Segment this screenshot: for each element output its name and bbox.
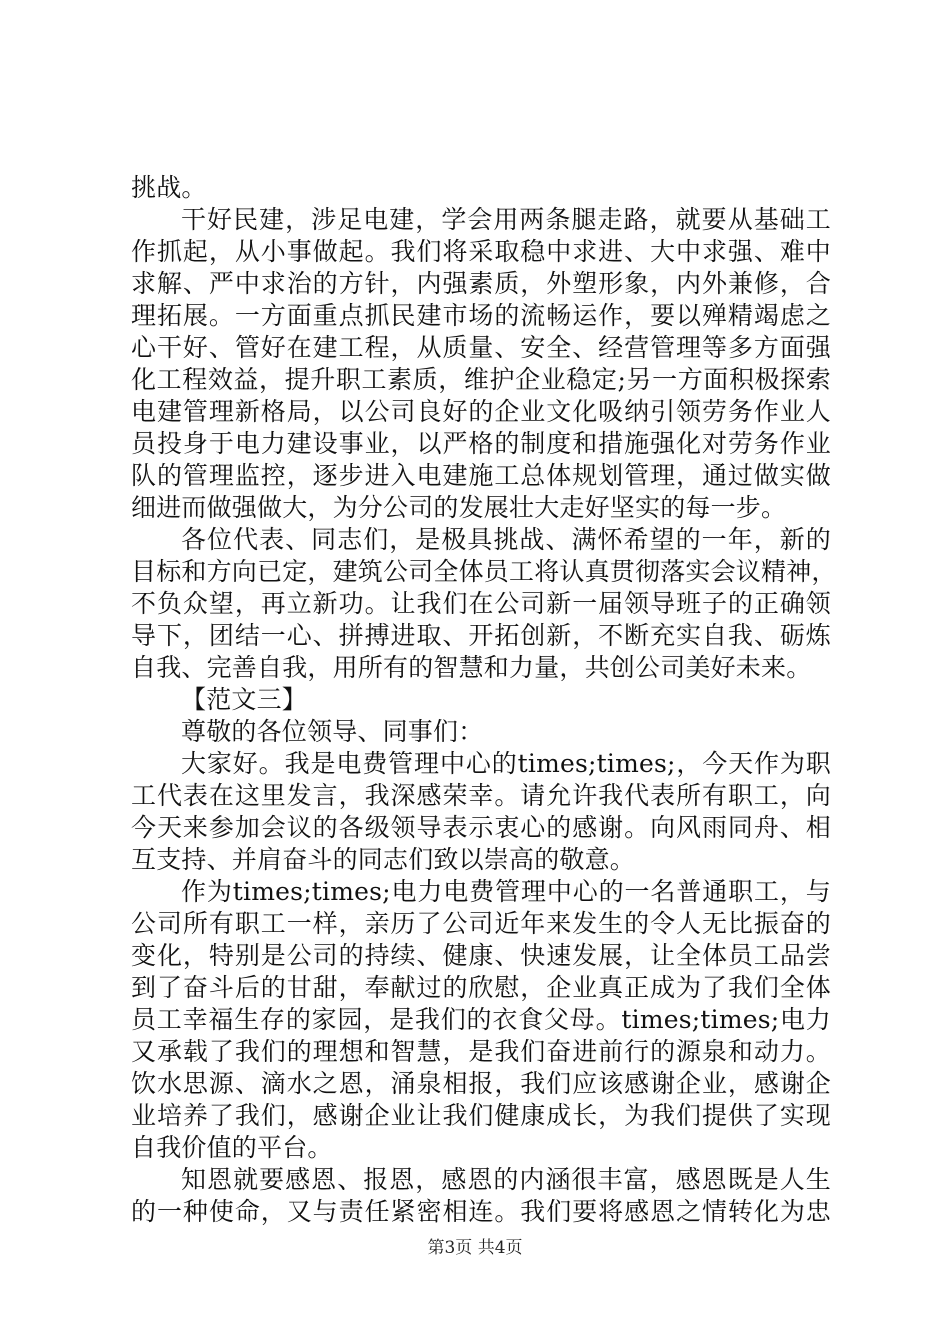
- text-line: 【范文三】: [181, 685, 308, 714]
- page-number: 第3页 共4页: [427, 1238, 523, 1258]
- text-line: 饮水思源、滴水之恩，涌泉相报，我们应该感谢企业，感谢企: [131, 1069, 831, 1098]
- text-line: 到了奋斗后的甘甜，奉献过的欣慰，企业真正成为了我们全体: [131, 973, 831, 1002]
- text-line: 求解、严中求治的方针，内强素质，外塑形象，内外兼修，合: [131, 269, 831, 298]
- text-line: 挑战。: [131, 173, 207, 202]
- text-line: 工代表在这里发言，我深感荣幸。请允许我代表所有职工，向: [131, 781, 831, 810]
- text-line: 化工程效益，提升职工素质，维护企业稳定;另一方面积极探索: [131, 365, 831, 394]
- text-line: 今天来参加会议的各级领导表示衷心的感谢。向风雨同舟、相: [131, 813, 831, 842]
- text-line: 员投身于电力建设事业，以严格的制度和措施强化对劳务作业: [131, 429, 831, 458]
- text-line: 各位代表、同志们，是极具挑战、满怀希望的一年，新的: [181, 525, 831, 554]
- text-line: 变化，特别是公司的持续、健康、快速发展，让全体员工品尝: [131, 941, 831, 970]
- document-body: [131, 172, 837, 1228]
- text-line: 细进而做强做大，为分公司的发展壮大走好坚实的每一步。: [131, 493, 787, 522]
- text-line: 目标和方向已定，建筑公司全体员工将认真贯彻落实会议精神，: [131, 557, 837, 586]
- text-line: 不负众望，再立新功。让我们在公司新一届领导班子的正确领: [131, 589, 831, 618]
- text-line: 作为times;times;电力电费管理中心的一名普通职工，与: [181, 877, 831, 906]
- page-footer: [0, 1238, 950, 1258]
- text-line: 业培养了我们，感谢企业让我们健康成长，为我们提供了实现: [131, 1101, 831, 1130]
- text-line: 电建管理新格局，以公司良好的企业文化吸纳引领劳务作业人: [131, 397, 831, 426]
- text-line: 尊敬的各位领导、同事们：: [181, 717, 484, 746]
- text-line: 的一种使命，又与责任紧密相连。我们要将感恩之情转化为忠: [131, 1197, 831, 1226]
- text-line: 干好民建，涉足电建，学会用两条腿走路，就要从基础工: [181, 205, 831, 234]
- text-line: 互支持、并肩奋斗的同志们致以崇高的敬意。: [131, 845, 636, 874]
- text-line: 自我价值的平台。: [131, 1133, 333, 1162]
- text-line: 员工幸福生存的家园，是我们的衣食父母。times;times;电力: [131, 1005, 831, 1034]
- text-line: 又承载了我们的理想和智慧，是我们奋进前行的源泉和动力。: [131, 1037, 831, 1066]
- text-line: 理拓展。一方面重点抓民建市场的流畅运作，要以殚精竭虑之: [131, 301, 831, 330]
- text-line: 作抓起，从小事做起。我们将采取稳中求进、大中求强、难中: [131, 237, 831, 266]
- text-line: 公司所有职工一样，亲历了公司近年来发生的令人无比振奋的: [131, 909, 831, 938]
- text-line: 大家好。我是电费管理中心的times;times;，今天作为职: [181, 749, 831, 778]
- text-line: 队的管理监控，逐步进入电建施工总体规划管理，通过做实做: [131, 461, 831, 490]
- text-line: 导下，团结一心、拼搏进取、开拓创新，不断充实自我、砺炼: [131, 621, 831, 650]
- text-line: 自我、完善自我，用所有的智慧和力量，共创公司美好未来。: [131, 653, 812, 682]
- text-line: 知恩就要感恩、报恩，感恩的内涵很丰富，感恩既是人生: [181, 1165, 831, 1194]
- text-line: 心干好、管好在建工程，从质量、安全、经营管理等多方面强: [131, 333, 831, 362]
